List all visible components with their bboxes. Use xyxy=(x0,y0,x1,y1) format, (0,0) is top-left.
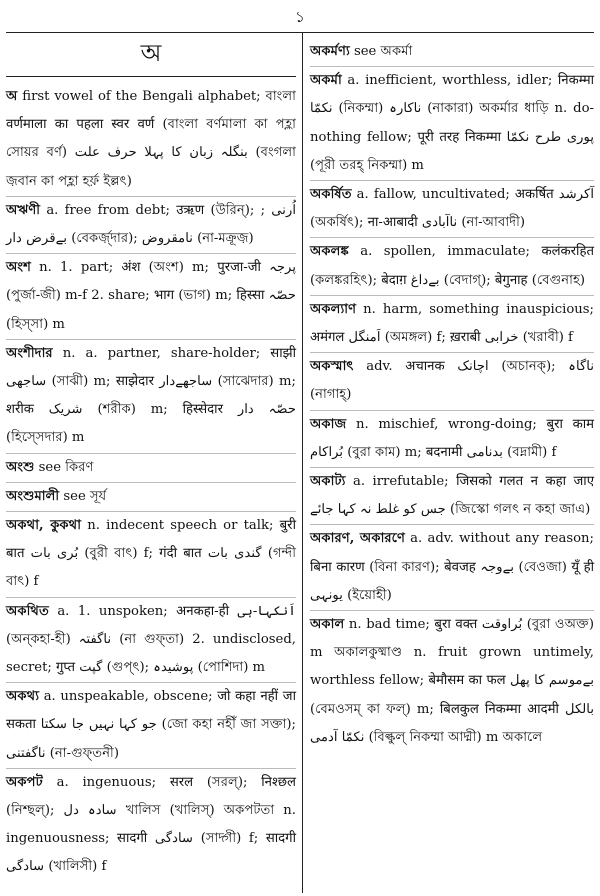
entry-definition: n. mischief, wrong-doing; बुरा काम بُراکام (বুরা কাম) m; बदनामी بدنامی (বদ্নামী) f xyxy=(310,416,594,460)
dictionary-entry xyxy=(310,38,594,66)
entry-headword: অকর্মা xyxy=(310,73,342,89)
dictionary-entry xyxy=(310,180,594,237)
entry-headword: অকলঙ্ক xyxy=(310,244,349,260)
entry-definition: a. irrefutable; जिसको गलत न कहा जाए جس کو غلط نہ کہا جائے (জিস্কো গলৎ ন কহা জাএ) xyxy=(310,474,594,518)
entry-headword: অকথ্য xyxy=(6,689,40,705)
entry-definition: n. bad time; बुरा वक्त بُراوقت (বুরা ওঅক্ত) m অকালকুষ্মাণ্ড n. fruit grown untimely, worthless fellow; बेमौसम का फल بےموسم کا پھل (বেমওসম্ কা ফল্) m; बिलकुल निकम्मा आदमी بالکل نکمّا آدمی (বিল্কুল্ নিকম্মা আদ্মী) m অকালে xyxy=(310,617,594,745)
entry-definition: a. 1. unspoken; अनकहा-ही اَنکہا-ہی (অন্কহা-হী) ناگفتہ (না গুফ্তা) 2. undisclosed, secret; गुप्त گپت (গুপ্ৎ); پوشیدہ (পোশিদা) m xyxy=(6,603,296,676)
dictionary-entry xyxy=(6,196,296,253)
entry-definition: adv. अचानक اچانک (অচানক্); ناگاہ (নাগাহ্) xyxy=(310,359,594,403)
section-letter: অ xyxy=(140,39,162,67)
dictionary-entry xyxy=(310,524,594,610)
page-number: ১ xyxy=(295,8,305,26)
dictionary-entry xyxy=(310,237,594,294)
dictionary-entry xyxy=(6,339,296,453)
dictionary-entry xyxy=(310,295,594,352)
dictionary-entry xyxy=(6,768,296,882)
entry-definition: a. free from debt; उऋण (উরিন্); اُرنی ; بےقرض دار (বেকর্জ়্দার); نامقروض (না-মক্রূজ়) xyxy=(6,202,296,247)
dictionary-entry xyxy=(6,253,296,339)
entry-definition: see সূর্য xyxy=(59,488,107,504)
dictionary-entry xyxy=(310,352,594,409)
dictionary-entry xyxy=(310,467,594,524)
entry-definition: a. fallow, uncultivated; अकर्षित آکرشد (অকর্ষিৎ); ना-आबादी ناآبادی (না-আবাদী) xyxy=(310,187,594,231)
entry-headword: অকথা, কুকথা xyxy=(6,518,82,534)
dictionary-entry xyxy=(6,482,296,511)
right-entry-list xyxy=(310,38,594,752)
entry-headword: অকাজ xyxy=(310,416,347,432)
entry-headword: অকারণ, অকারণে xyxy=(310,531,405,547)
dictionary-entry xyxy=(310,66,594,180)
entry-headword: অকাল xyxy=(310,617,345,633)
entry-definition: see কিরণ xyxy=(34,459,94,475)
column-divider xyxy=(302,33,303,893)
left-entry-list xyxy=(6,83,296,882)
entry-definition: n. a. partner, share-holder; साझी ساجھی (সাঝী) m; साझेदार ساجھےدار (সাঝেদার) m; शरीक شریک (শরীক) m; हिस्सेदार حصّہ دار (হিস্সেদার) m xyxy=(6,345,296,446)
entry-headword: অকথিত xyxy=(6,603,49,619)
entry-definition: n. indecent speech or talk; बुरी बात بُری بات (বুরী বাৎ) f; गंदी बात گندی بات (গন্দী বাৎ) f xyxy=(6,518,296,590)
entry-definition: a. unspeakable, obscene; जो कहा नहीं जा सकता جو کہا نہیں جا سکتا (জো কহা নহীঁ জা সক্তা); ناگفتنی (না-গুফ্তনী) xyxy=(6,689,296,761)
entry-headword: অ xyxy=(6,89,18,104)
entry-definition: a. ingenuous; सरल (সরল্); निश्छल (নিশ্ছল্); سادہ دل খালিস (খালিস্) অকপটতা n. ingenuousness; सादगी سادگی (সাদ্গী) f; सादगी سادگی (খালিসী) f xyxy=(6,774,296,875)
entry-definition: n. 1. part; अंश (অংশ) m; पुरजा-जी پرجہ (পুর্জা-জী) m-f 2. share; भाग (ভাগ) m; हिस्सा حصّہ (হিস্সা) m xyxy=(6,260,296,332)
dictionary-entry xyxy=(6,453,296,482)
dictionary-entry xyxy=(6,682,296,768)
section-rule xyxy=(6,76,296,77)
entry-headword: অকস্মাৎ xyxy=(310,359,354,375)
entry-headword: অংশুমালী xyxy=(6,488,60,504)
entry-headword: অংশু xyxy=(6,459,35,475)
right-column xyxy=(310,38,594,752)
left-column xyxy=(6,38,296,882)
entry-headword: অকপট xyxy=(6,774,43,790)
entry-definition: a. spollen, immaculate; कलंकरहित (কলঙ্করহিৎ); बेदाग़ بےداغ (বেদাগ্); बेगुनाह (বেগুনাহ) xyxy=(310,244,594,288)
entry-definition: a. adv. without any reason; बिना कारण (বিনা কারণ); बेवजह بےوجہ (বেওজা) यूँ ही یونہی (ইয়োহী) xyxy=(310,531,595,603)
entry-definition: see অকর্মা xyxy=(349,44,413,59)
dictionary-entry xyxy=(310,610,594,752)
dictionary-entry xyxy=(6,597,296,683)
entry-headword: অংশীদার xyxy=(6,345,53,361)
entry-headword: অকর্ষিত xyxy=(310,187,352,203)
entry-definition: a. inefficient, worthless, idler; निकम्मा نکمّا (নিকম্মা) ناکارہ (নাকারা) অকর্মার ধাড়ি n. do-nothing fellow; पूरी तरह निकम्मा پوری طرح نکمّا (পূরী তরহ্ নিকম্মা) m xyxy=(310,73,594,173)
dictionary-entry xyxy=(310,410,594,467)
dictionary-entry xyxy=(6,83,296,196)
entry-headword: অকর্মণ্য xyxy=(310,44,350,59)
entry-definition: first vowel of the Bengali alphabet; বাংলা वर्णमाला का पहला स्वर वर्ण (বাংলা বর্ণমালা কা পহ্লা সোয়র বর্ণ) بنگلہ زبان کا پہلا حرف علت (বংগলা জ়বান কা পহ্লা হর্ফ় ইল্লৎ) xyxy=(6,89,296,189)
entry-definition: n. harm, something inauspicious; अमंगल اَمنگل (অমঙ্গল) f; ख़राबी خرابی (খরাবী) f xyxy=(310,301,594,346)
entry-headword: অঋণী xyxy=(6,202,41,218)
top-rule xyxy=(6,32,594,33)
dictionary-entry xyxy=(6,511,296,597)
entry-headword: অকাট্য xyxy=(310,474,346,490)
entry-headword: অংশ xyxy=(6,260,31,276)
entry-headword: অকল্যাণ xyxy=(310,301,357,317)
